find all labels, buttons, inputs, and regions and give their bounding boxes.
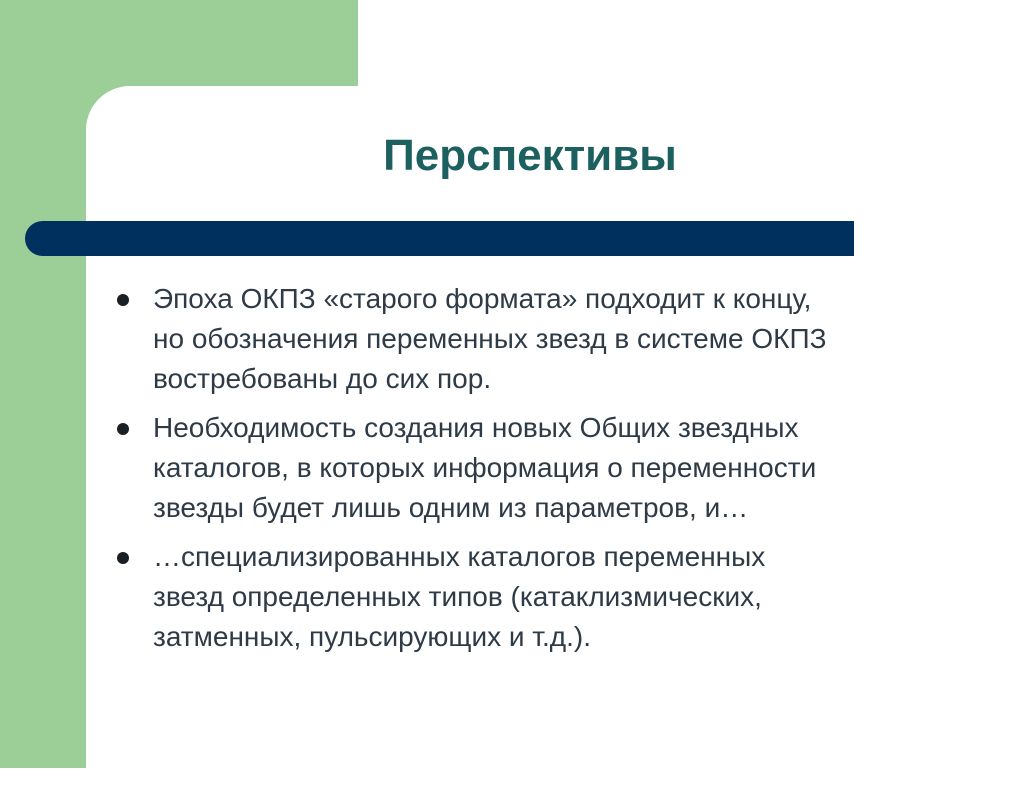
title-divider-bar	[25, 221, 854, 256]
bullet-item	[112, 408, 972, 528]
bullet-text-line: звезды будет лишь одним из параметров, и…	[153, 492, 749, 523]
bullet-text-line: Эпоха ОКПЗ «старого формата» подходит к концу,	[153, 283, 812, 314]
bullet-text-line: востребованы до сих пор.	[153, 363, 492, 394]
bullet-item	[112, 279, 972, 399]
bullet-text-line: …специализированных каталогов переменных	[153, 541, 766, 572]
bullet-dot-icon	[117, 294, 129, 306]
slide-title: Перспективы	[383, 131, 677, 180]
bullet-text-line: каталогов, в которых информация о переменности	[153, 452, 817, 483]
bullet-text-line: звезд определенных типов (катаклизмических,	[153, 581, 762, 612]
bullet-dot-icon	[117, 552, 129, 564]
bullet-dot-icon	[117, 423, 129, 435]
bullet-text-line: затменных, пульсирующих и т.д.).	[153, 621, 592, 652]
bullet-item	[112, 537, 972, 657]
bullet-list	[112, 279, 972, 666]
bullet-text-line: но обозначения переменных звезд в системе ОКПЗ	[153, 323, 827, 354]
bullet-text-line: Необходимость создания новых Общих звездных	[153, 412, 799, 443]
